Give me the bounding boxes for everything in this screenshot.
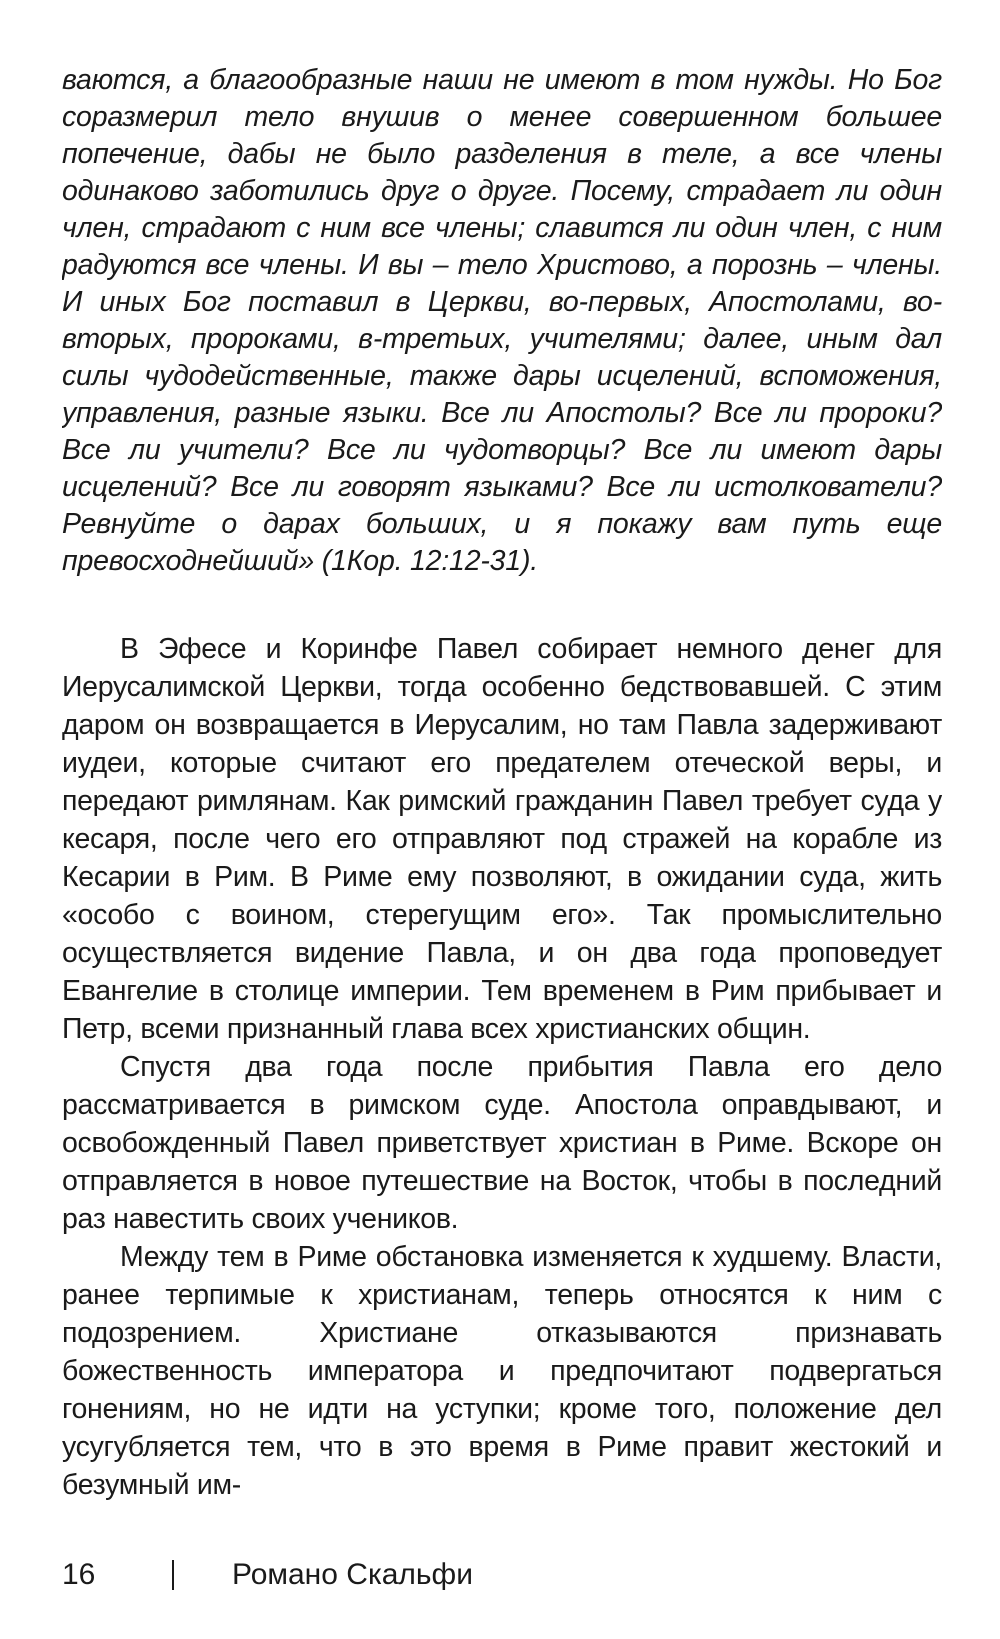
body-text xyxy=(62,630,942,1504)
scripture-quote: ваются, а благообразные наши не имеют в том нужды. Но Бог соразмерил тело внушив о менее совершенном большее попечение, дабы не было разделения в теле, а все члены одинаково заботились друг о друге. Посему, страдает ли один член, страдают с ним все члены; славится ли один член, с ним радуются все члены. И вы – тело Христово, а порознь – члены. И иных Бог поставил в Церкви, во-первых, Апостолами, во-вторых, пророками, в-третьих, учителями; далее, иным дал силы чудодейственные, также дары исцелений, вспоможения, управления, разные языки. Все ли Апостолы? Все ли пророки? Все ли учители? Все ли чудотворцы? Все ли имеют дары исцелений? Все ли говорят языками? Все ли истолкователи? Ревнуйте о дарах больших, и я покажу вам путь еще превосходнейший» (1Кор. 12:12-31). xyxy=(62,64,942,577)
paragraph: В Эфесе и Коринфе Павел собирает немного денег для Иерусалимской Церкви, тогда особенно бедствовавшей. С этим даром он возвращается в Иерусалим, но там Павла задерживают иудеи, которые считают его предателем отеческой веры, и передают римлянам. Как римский гражданин Павел требует суда у кесаря, после чего его отправляют под стражей на корабле из Кесарии в Рим. В Риме ему позволяют, в ожидании суда, жить «особо с воином, стерегущим его». Так промыслительно осуществляется видение Павла, и он два года проповедует Евангелие в столице империи. Тем временем в Рим прибывает и Петр, всеми признанный глава всех христианских общин. xyxy=(62,633,942,1045)
paragraph: Между тем в Риме обстановка изменяется к худшему. Власти, ранее терпимые к христианам, теперь относятся к ним с подозрением. Христиане отказываются признавать божественность императора и предпочитают подвергаться гонениям, но не идти на уступки; кроме того, положение дел усугубляется тем, что в это время в Риме правит жестокий и безумный им- xyxy=(62,1241,942,1501)
paragraph: Спустя два года после прибытия Павла его дело рассматривается в римском суде. Апостола оправдывают, и освобожденный Павел приветствует христиан в Риме. Вскоре он отправляется в новое путешествие на Восток, чтобы в последний раз навестить своих учеников. xyxy=(62,1051,942,1235)
page-footer xyxy=(62,1555,473,1595)
footer-separator xyxy=(172,1560,174,1590)
page-content xyxy=(62,62,942,1562)
page-number: 16 xyxy=(62,1558,96,1591)
author-name: Романо Скальфи xyxy=(232,1558,473,1591)
